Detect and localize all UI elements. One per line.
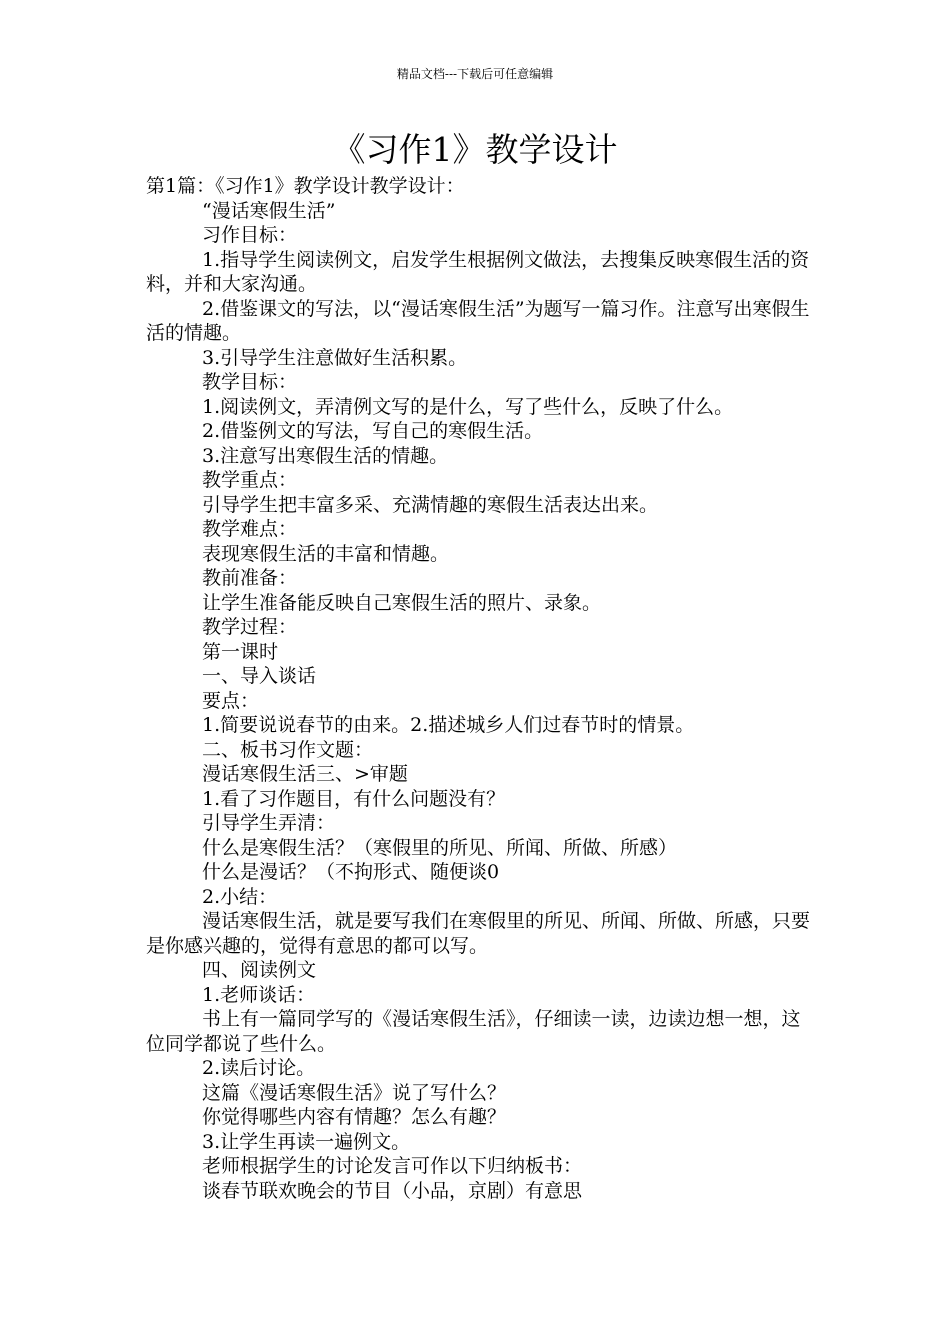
paragraph-line: 四、阅读例文 [202,959,317,981]
paragraph-line: 1.老师谈话： [202,983,316,1006]
paragraph-line: 教学过程： [202,616,298,638]
paragraph-line: 教前准备： [202,567,298,589]
paragraph-line: 漫话寒假生活三、>审题 [202,763,408,785]
paragraph-line: 1.阅读例文，弄清例文写的是什么，写了些什么，反映了什么。 [202,395,734,418]
paragraph-line: 教学难点： [202,518,298,540]
paragraph-line: 老师根据学生的讨论发言可作以下归纳板书： [202,1155,583,1177]
paragraph-line: 引导学生把丰富多采、充满情趣的寒假生活表达出来。 [202,493,659,516]
paragraph-line: 引导学生弄清： [202,812,336,834]
paragraph-line: 3.让学生再读一遍例文。 [202,1130,411,1153]
paragraph-line: 1.指导学生阅读例文，启发学生根据例文做法，去搜集反映寒假生活的资料，并和大家沟通。 [146,248,810,295]
paragraph-line: 什么是漫话？（不拘形式、随便谈0 [202,861,500,883]
page-header: 精品文档---下载后可任意编辑 [396,67,554,81]
paragraph-line: 书上有一篇同学写的《漫话寒假生活》，仔细读一读，边读边想一想，这位同学都说了些什么。 [146,1008,801,1055]
paragraph-line: 谈春节联欢晚会的节目（小品，京剧）有意思 [202,1179,583,1202]
paragraph-line: 习作目标： [202,224,298,246]
paragraph-line: 2.小结： [202,885,278,908]
paragraph-line: 2.借鉴课文的写法，以“漫话寒假生活”为题写一篇习作。注意写出寒假生活的情趣。 [146,297,810,344]
paragraph-line: 教学目标： [202,371,298,393]
paragraph-line: 这篇《漫话寒假生活》说了写什么？ [202,1081,507,1104]
document-title: 《习作1》教学设计 [332,130,618,169]
paragraph-line: 一、导入谈话 [202,665,317,687]
paragraph-line: “漫话寒假生活” [202,199,336,222]
paragraph-line: 3.注意写出寒假生活的情趣。 [202,444,449,467]
paragraph-line: 教学重点： [202,469,298,491]
paragraph-line: 要点： [202,689,260,712]
paragraph-line: 第1篇：《习作1》教学设计教学设计： [146,175,465,197]
paragraph-line: 漫话寒假生活，就是要写我们在寒假里的所见、所闻、所做、所感，只要是你感兴趣的，觉得有意思的都可以写。 [146,910,811,957]
paragraph-line: 二、板书习作文题： [202,738,374,761]
paragraph-line: 第一课时 [202,640,279,663]
paragraph-line: 2.读后讨论。 [202,1057,316,1079]
paragraph-line: 什么是寒假生活？（寒假里的所见、所闻、所做、所感） [202,836,678,859]
paragraph-line: 你觉得哪些内容有情趣？怎么有趣？ [202,1106,507,1128]
paragraph-line: 3.引导学生注意做好生活积累。 [202,346,468,369]
paragraph-line: 表现寒假生活的丰富和情趣。 [202,542,450,565]
paragraph-line: 1.看了习作题目，有什么问题没有？ [202,787,506,810]
document-body [146,174,811,1203]
paragraph-line: 让学生准备能反映自己寒假生活的照片、录象。 [202,591,602,614]
paragraph-line: 2.借鉴例文的写法，写自己的寒假生活。 [202,420,544,442]
paragraph-line: 1.简要说说春节的由来。2.描述城乡人们过春节时的情景。 [202,714,695,736]
